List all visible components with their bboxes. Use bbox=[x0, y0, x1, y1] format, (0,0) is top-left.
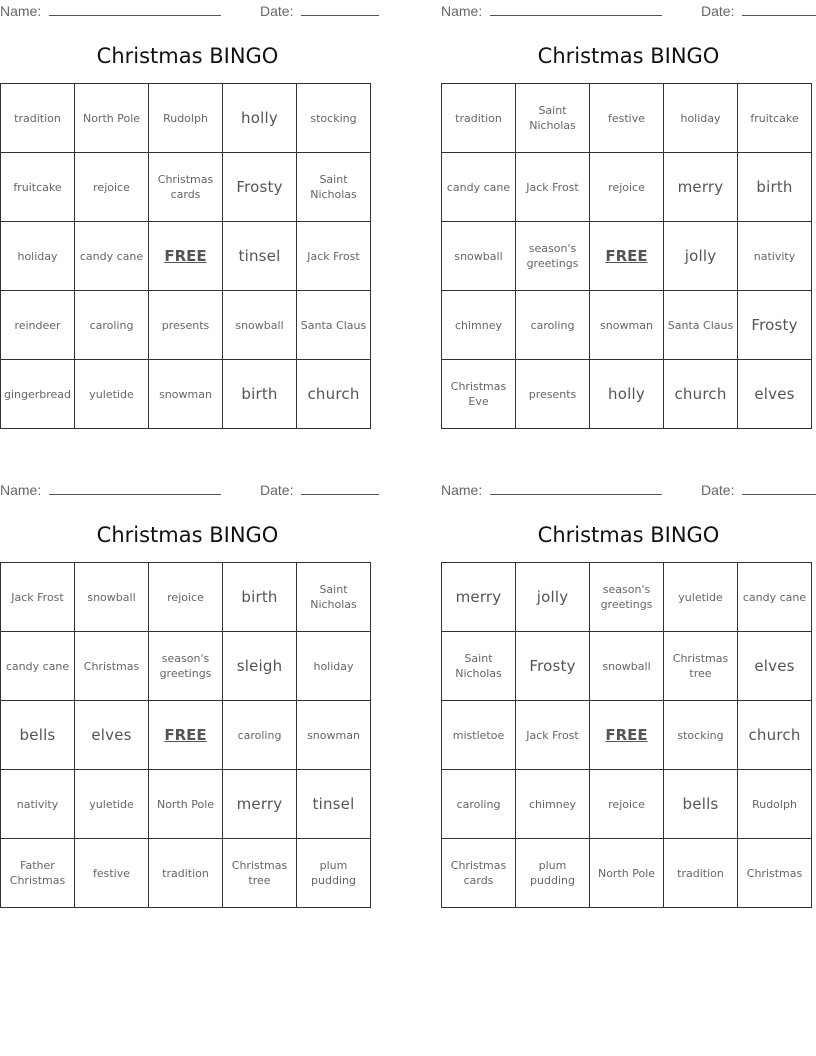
grid-cell: Frosty bbox=[738, 291, 812, 360]
grid-cell: elves bbox=[738, 632, 812, 701]
grid-cell: Rudolph bbox=[149, 84, 223, 153]
grid-row bbox=[442, 770, 812, 839]
name-label: Name: bbox=[0, 482, 46, 498]
grid-cell: tinsel bbox=[297, 770, 371, 839]
card-title: Christmas BINGO bbox=[537, 523, 720, 547]
free-space: FREE bbox=[590, 222, 664, 291]
grid-cell: tinsel bbox=[223, 222, 297, 291]
grid-cell: Frosty bbox=[223, 153, 297, 222]
grid-cell: rejoice bbox=[75, 153, 149, 222]
grid-cell: gingerbread bbox=[1, 360, 75, 429]
grid-cell: Saint Nicholas bbox=[442, 632, 516, 701]
card-title: Christmas BINGO bbox=[96, 523, 279, 547]
grid-cell: holiday bbox=[664, 84, 738, 153]
name-blank-line bbox=[49, 481, 221, 495]
grid-cell: season's greetings bbox=[516, 222, 590, 291]
grid-row bbox=[1, 632, 371, 701]
name-date-row bbox=[0, 481, 375, 499]
bingo-grid bbox=[441, 83, 812, 429]
grid-cell: holiday bbox=[1, 222, 75, 291]
grid-cell: merry bbox=[664, 153, 738, 222]
grid-cell: yuletide bbox=[75, 360, 149, 429]
name-field bbox=[441, 2, 662, 20]
grid-cell: chimney bbox=[442, 291, 516, 360]
grid-cell: Jack Frost bbox=[297, 222, 371, 291]
grid-cell: Saint Nicholas bbox=[516, 84, 590, 153]
date-label: Date: bbox=[260, 3, 298, 19]
bingo-grid bbox=[0, 83, 371, 429]
free-space: FREE bbox=[149, 222, 223, 291]
date-label: Date: bbox=[701, 3, 739, 19]
grid-cell: snowman bbox=[590, 291, 664, 360]
name-label: Name: bbox=[441, 482, 487, 498]
bingo-grid bbox=[441, 562, 812, 908]
grid-cell: festive bbox=[75, 839, 149, 908]
grid-cell: tradition bbox=[1, 84, 75, 153]
grid-cell: Christmas Eve bbox=[442, 360, 516, 429]
name-date-row bbox=[0, 2, 375, 20]
grid-cell: tradition bbox=[149, 839, 223, 908]
grid-row bbox=[442, 153, 812, 222]
grid-cell: tradition bbox=[664, 839, 738, 908]
grid-cell: Saint Nicholas bbox=[297, 153, 371, 222]
name-field bbox=[441, 481, 662, 499]
grid-cell: caroling bbox=[75, 291, 149, 360]
grid-cell: candy cane bbox=[75, 222, 149, 291]
grid-cell: snowball bbox=[590, 632, 664, 701]
grid-cell: Frosty bbox=[516, 632, 590, 701]
grid-cell: candy cane bbox=[442, 153, 516, 222]
grid-cell: presents bbox=[149, 291, 223, 360]
name-label: Name: bbox=[0, 3, 46, 19]
grid-cell: Christmas tree bbox=[223, 839, 297, 908]
name-blank-line bbox=[490, 2, 662, 16]
grid-cell: rejoice bbox=[590, 153, 664, 222]
date-blank-line bbox=[301, 2, 379, 16]
card-title: Christmas BINGO bbox=[537, 44, 720, 68]
grid-cell: church bbox=[664, 360, 738, 429]
grid-cell: Jack Frost bbox=[1, 563, 75, 632]
grid-cell: merry bbox=[223, 770, 297, 839]
grid-row bbox=[1, 360, 371, 429]
grid-row bbox=[1, 291, 371, 360]
free-space: FREE bbox=[149, 701, 223, 770]
grid-cell: bells bbox=[1, 701, 75, 770]
bingo-grid bbox=[0, 562, 371, 908]
grid-cell: Christmas cards bbox=[149, 153, 223, 222]
grid-cell: jolly bbox=[664, 222, 738, 291]
grid-cell: fruitcake bbox=[1, 153, 75, 222]
grid-cell: Christmas tree bbox=[664, 632, 738, 701]
name-field bbox=[0, 2, 221, 20]
grid-cell: plum pudding bbox=[297, 839, 371, 908]
grid-cell: caroling bbox=[516, 291, 590, 360]
grid-cell: season's greetings bbox=[149, 632, 223, 701]
grid-cell: birth bbox=[223, 563, 297, 632]
grid-row bbox=[1, 563, 371, 632]
grid-cell: Saint Nicholas bbox=[297, 563, 371, 632]
name-date-row bbox=[441, 481, 816, 499]
grid-cell: bells bbox=[664, 770, 738, 839]
grid-cell: Jack Frost bbox=[516, 153, 590, 222]
grid-cell: tradition bbox=[442, 84, 516, 153]
date-field bbox=[260, 481, 379, 499]
grid-cell: chimney bbox=[516, 770, 590, 839]
date-label: Date: bbox=[701, 482, 739, 498]
grid-cell: snowman bbox=[149, 360, 223, 429]
grid-row bbox=[442, 360, 812, 429]
grid-cell: merry bbox=[442, 563, 516, 632]
grid-cell: Christmas bbox=[75, 632, 149, 701]
grid-cell: elves bbox=[75, 701, 149, 770]
date-label: Date: bbox=[260, 482, 298, 498]
grid-row bbox=[1, 770, 371, 839]
grid-cell: Santa Claus bbox=[297, 291, 371, 360]
grid-cell: stocking bbox=[297, 84, 371, 153]
grid-cell: snowball bbox=[223, 291, 297, 360]
grid-cell: mistletoe bbox=[442, 701, 516, 770]
grid-cell: holiday bbox=[297, 632, 371, 701]
grid-cell: fruitcake bbox=[738, 84, 812, 153]
date-blank-line bbox=[742, 2, 816, 16]
grid-cell: North Pole bbox=[149, 770, 223, 839]
grid-cell: plum pudding bbox=[516, 839, 590, 908]
grid-cell: season's greetings bbox=[590, 563, 664, 632]
grid-cell: Christmas cards bbox=[442, 839, 516, 908]
grid-row bbox=[1, 84, 371, 153]
grid-cell: rejoice bbox=[149, 563, 223, 632]
grid-cell: snowball bbox=[442, 222, 516, 291]
grid-cell: candy cane bbox=[1, 632, 75, 701]
name-blank-line bbox=[490, 481, 662, 495]
grid-row bbox=[442, 222, 812, 291]
grid-cell: rejoice bbox=[590, 770, 664, 839]
grid-cell: Rudolph bbox=[738, 770, 812, 839]
grid-cell: Jack Frost bbox=[516, 701, 590, 770]
grid-row bbox=[442, 84, 812, 153]
grid-cell: snowman bbox=[297, 701, 371, 770]
grid-cell: festive bbox=[590, 84, 664, 153]
date-field bbox=[260, 2, 379, 20]
grid-cell: reindeer bbox=[1, 291, 75, 360]
grid-cell: sleigh bbox=[223, 632, 297, 701]
grid-cell: presents bbox=[516, 360, 590, 429]
grid-cell: yuletide bbox=[664, 563, 738, 632]
grid-row bbox=[442, 563, 812, 632]
grid-row bbox=[1, 701, 371, 770]
grid-cell: nativity bbox=[738, 222, 812, 291]
grid-cell: nativity bbox=[1, 770, 75, 839]
date-blank-line bbox=[301, 481, 379, 495]
grid-cell: snowball bbox=[75, 563, 149, 632]
grid-cell: Father Christmas bbox=[1, 839, 75, 908]
grid-cell: birth bbox=[738, 153, 812, 222]
grid-row bbox=[1, 839, 371, 908]
date-blank-line bbox=[742, 481, 816, 495]
grid-cell: holly bbox=[590, 360, 664, 429]
grid-cell: jolly bbox=[516, 563, 590, 632]
grid-cell: caroling bbox=[223, 701, 297, 770]
grid-row bbox=[1, 222, 371, 291]
name-field bbox=[0, 481, 221, 499]
free-space: FREE bbox=[590, 701, 664, 770]
grid-cell: elves bbox=[738, 360, 812, 429]
grid-row bbox=[442, 291, 812, 360]
grid-cell: church bbox=[297, 360, 371, 429]
name-blank-line bbox=[49, 2, 221, 16]
grid-row bbox=[442, 632, 812, 701]
grid-cell: Santa Claus bbox=[664, 291, 738, 360]
name-label: Name: bbox=[441, 3, 487, 19]
grid-row bbox=[442, 839, 812, 908]
grid-cell: yuletide bbox=[75, 770, 149, 839]
date-field bbox=[701, 2, 816, 20]
grid-cell: North Pole bbox=[75, 84, 149, 153]
grid-cell: North Pole bbox=[590, 839, 664, 908]
grid-cell: Christmas bbox=[738, 839, 812, 908]
grid-row bbox=[1, 153, 371, 222]
grid-cell: stocking bbox=[664, 701, 738, 770]
card-title: Christmas BINGO bbox=[96, 44, 279, 68]
date-field bbox=[701, 481, 816, 499]
grid-cell: church bbox=[738, 701, 812, 770]
grid-cell: caroling bbox=[442, 770, 516, 839]
name-date-row bbox=[441, 2, 816, 20]
grid-row bbox=[442, 701, 812, 770]
grid-cell: birth bbox=[223, 360, 297, 429]
grid-cell: candy cane bbox=[738, 563, 812, 632]
grid-cell: holly bbox=[223, 84, 297, 153]
